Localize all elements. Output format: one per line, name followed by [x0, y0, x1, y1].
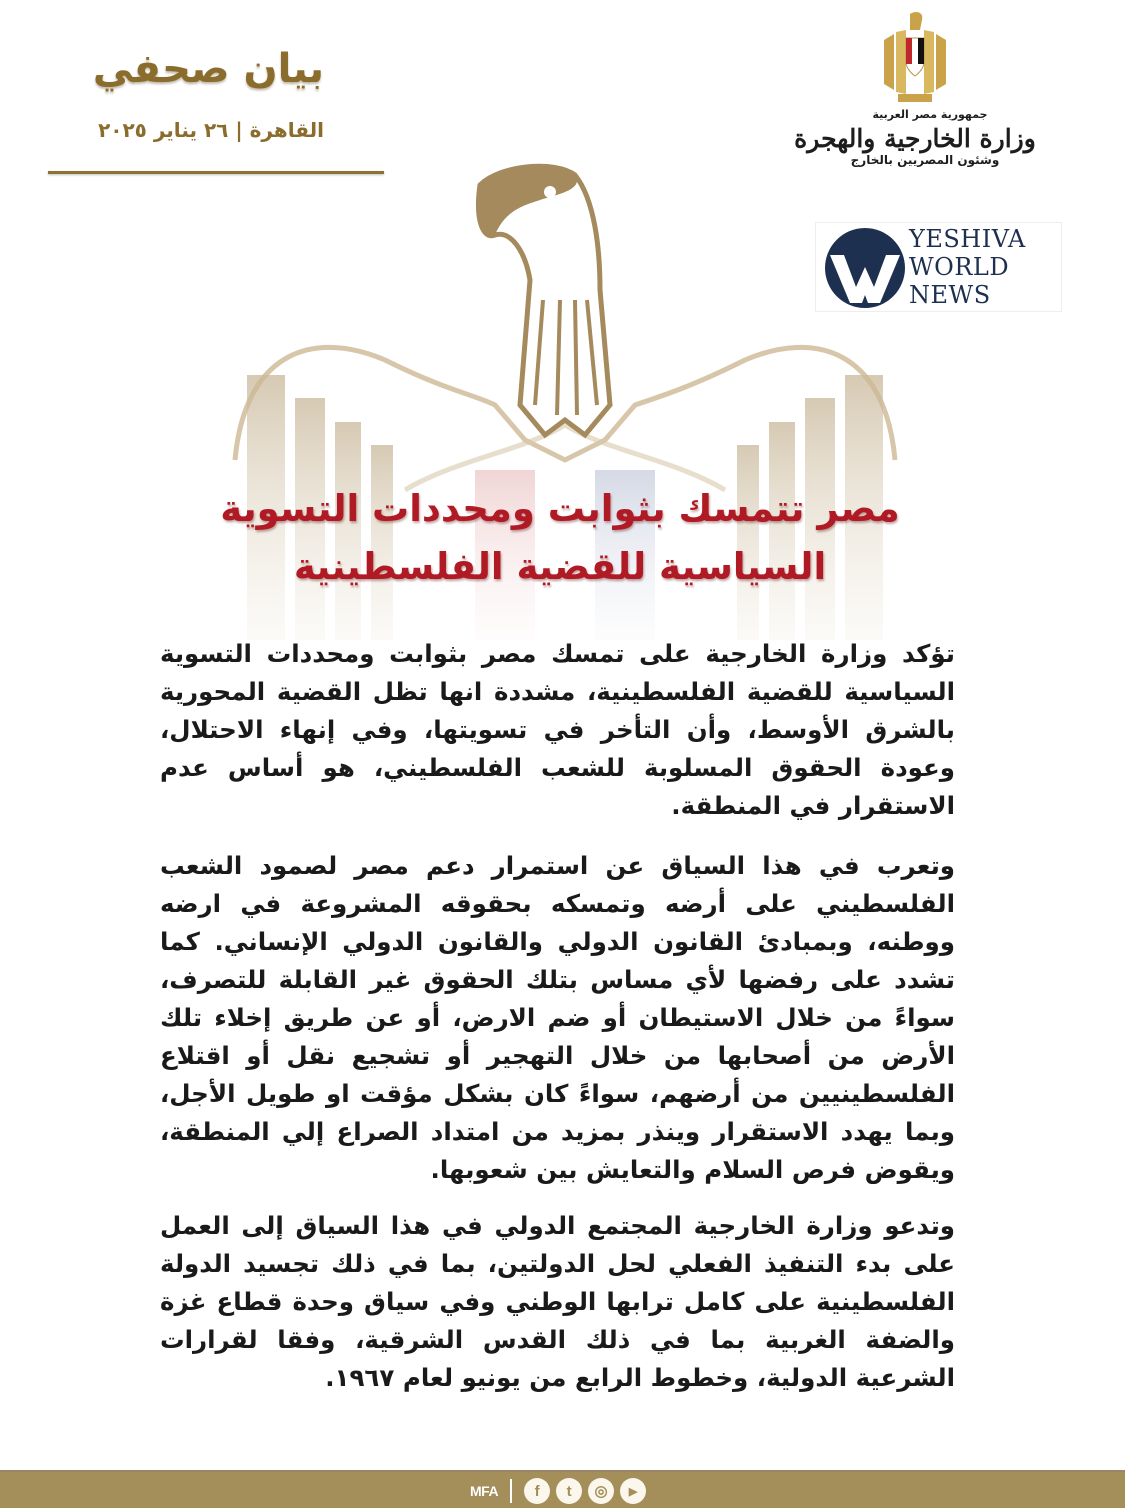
footer-separator: [510, 1479, 512, 1503]
facebook-icon[interactable]: f: [524, 1478, 550, 1504]
ministry-name: وزارة الخارجية والهجرة: [794, 124, 1036, 153]
twitter-icon[interactable]: t: [556, 1478, 582, 1504]
paragraph-3: وتدعو وزارة الخارجية المجتمع الدولي في هذا السياق إلى العمل على بدء التنفيذ الفعلي لحل الدولتين، بما في ذلك تجسيد الدولة الفلسطينية على كامل ترابها الوطني وفي سياق وحدة قطاع غزة والضفة الغربية بما في ذلك القدس الشرقية، وفقا لقرارات الشرعية الدولية، وخطوط الرابع من يونيو لعام ١٩٦٧.: [160, 1211, 955, 1392]
header-divider: [48, 171, 384, 174]
statement-title: [200, 480, 920, 596]
egypt-eagle-emblem-icon: [880, 10, 950, 105]
ywn-w-logo-icon: [822, 225, 908, 311]
title-line-1: مصر تتمسك بثوابت ومحددات التسوية: [220, 487, 900, 530]
yeshiva-world-news-logo: [815, 222, 1062, 312]
paragraph-1: تؤكد وزارة الخارجية على تمسك مصر بثوابت ومحددات التسوية السياسية للقضية الفلسطينية، مشددة انها تظل القضية المحورية بالشرق الأوسط، وأن التأخر في تسويتها، وفي إنهاء الاحتلال، وعودة الحقوق المسلوبة للشعب الفلسطيني، هو أساس عدم الاستقرار في المنطقة.: [160, 639, 955, 820]
ywn-line-1: YESHIVA: [909, 225, 1026, 253]
title-line-2: السياسية للقضية الفلسطينية: [293, 545, 827, 588]
footer-bar: [0, 1470, 1125, 1508]
ywn-line-2: WORLD: [909, 253, 1010, 281]
mfa-label: MFA: [470, 1483, 499, 1499]
instagram-icon[interactable]: ◎: [588, 1478, 614, 1504]
statement-body: [160, 635, 955, 1419]
ministry-logo: [790, 108, 1040, 167]
document-type-heading: بيان صحفي: [92, 46, 324, 92]
paragraph-2: وتعرب في هذا السياق عن استمرار دعم مصر لصمود الشعب الفلسطيني على أرضه وتمسكه بحقوقه المشروعة في ارضه ووطنه، وبمبادئ القانون الدولي والقانون الدولي الإنساني. كما تشدد على رفضها لأي مساس بتلك الحقوق غير القابلة للتصرف، سواءً من خلال الاستيطان أو ضم الارض، أو عن طريق إخلاء تلك الأرض من أصحابها من خلال التهجير أو تشجيع نقل أو اقتلاع الفلسطينيين من أرضهم، سواءً كان بشكل مؤقت او طويل الأجل، وبما يهدد الاستقرار وينذر بمزيد من امتداد الصراع إلي المنطقة، ويقوض فرص السلام والتعايش بين شعوبها.: [160, 851, 955, 1184]
republic-label: جمهورية مصر العربية: [872, 108, 988, 121]
youtube-icon[interactable]: ▶: [620, 1478, 646, 1504]
ywn-line-3: NEWS: [909, 281, 991, 309]
place-date: القاهرة | ٢٦ يناير ٢٠٢٥: [98, 118, 324, 142]
ministry-subtitle: وشئون المصريين بالخارج: [850, 153, 1000, 167]
